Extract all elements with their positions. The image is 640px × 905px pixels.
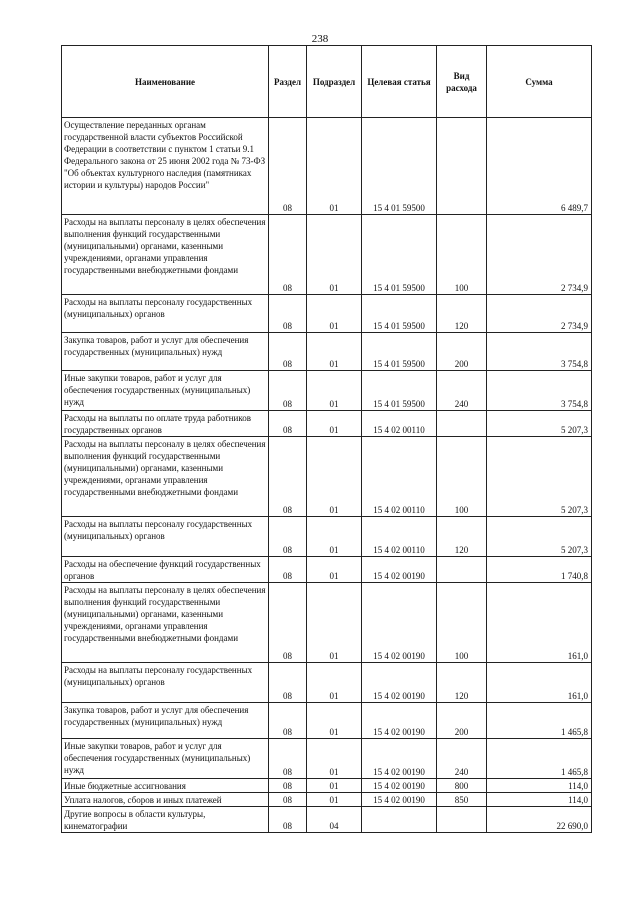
row-name: Расходы на обеспечение функций государственных органов bbox=[62, 557, 269, 583]
row-target: 15 4 02 00190 bbox=[362, 663, 437, 703]
row-name: Расходы на выплаты персоналу государственных (муниципальных) органов bbox=[62, 517, 269, 557]
row-section: 08 bbox=[269, 703, 307, 739]
row-target: 15 4 01 59500 bbox=[362, 215, 437, 295]
row-sum: 5 207,3 bbox=[487, 411, 592, 437]
row-sum: 1 465,8 bbox=[487, 739, 592, 779]
row-kind bbox=[437, 807, 487, 833]
table-row bbox=[62, 557, 592, 583]
row-sum: 161,0 bbox=[487, 583, 592, 663]
row-section: 08 bbox=[269, 215, 307, 295]
row-section: 08 bbox=[269, 411, 307, 437]
row-kind: 120 bbox=[437, 663, 487, 703]
row-kind: 850 bbox=[437, 793, 487, 807]
table-row bbox=[62, 333, 592, 371]
row-target: 15 4 01 59500 bbox=[362, 371, 437, 411]
row-section: 08 bbox=[269, 663, 307, 703]
row-sum: 5 207,3 bbox=[487, 437, 592, 517]
table-row bbox=[62, 517, 592, 557]
row-section: 08 bbox=[269, 793, 307, 807]
row-target: 15 4 02 00110 bbox=[362, 411, 437, 437]
table-row bbox=[62, 779, 592, 793]
row-name: Закупка товаров, работ и услуг для обеспечения государственных (муниципальных) нужд bbox=[62, 703, 269, 739]
row-name: Закупка товаров, работ и услуг для обеспечения государственных (муниципальных) нужд bbox=[62, 333, 269, 371]
row-name: Расходы на выплаты персоналу в целях обеспечения выполнения функций государственными (муниципальными) органами, казенными учреждениями, органами управления государственными внебюджетными фондами bbox=[62, 215, 269, 295]
row-subsection: 01 bbox=[307, 583, 362, 663]
row-subsection: 01 bbox=[307, 411, 362, 437]
row-name: Уплата налогов, сборов и иных платежей bbox=[62, 793, 269, 807]
row-kind: 240 bbox=[437, 739, 487, 779]
row-sum: 2 734,9 bbox=[487, 215, 592, 295]
row-section: 08 bbox=[269, 517, 307, 557]
row-name: Расходы на выплаты персоналу в целях обеспечения выполнения функций государственными (муниципальными) органами, казенными учреждениями, органами управления государственными внебюджетными фондами bbox=[62, 437, 269, 517]
row-name: Расходы на выплаты по оплате труда работников государственных органов bbox=[62, 411, 269, 437]
row-name: Расходы на выплаты персоналу государственных (муниципальных) органов bbox=[62, 663, 269, 703]
row-kind: 800 bbox=[437, 779, 487, 793]
row-sum: 1 740,8 bbox=[487, 557, 592, 583]
row-target bbox=[362, 807, 437, 833]
row-subsection: 01 bbox=[307, 333, 362, 371]
table-row bbox=[62, 411, 592, 437]
row-section: 08 bbox=[269, 437, 307, 517]
row-target: 15 4 01 59500 bbox=[362, 333, 437, 371]
table-row bbox=[62, 807, 592, 833]
row-name: Иные бюджетные ассигнования bbox=[62, 779, 269, 793]
row-subsection: 01 bbox=[307, 703, 362, 739]
row-section: 08 bbox=[269, 739, 307, 779]
row-section: 08 bbox=[269, 779, 307, 793]
row-section: 08 bbox=[269, 371, 307, 411]
row-kind bbox=[437, 557, 487, 583]
row-section: 08 bbox=[269, 583, 307, 663]
row-sum: 6 489,7 bbox=[487, 118, 592, 215]
row-subsection: 01 bbox=[307, 663, 362, 703]
header-subsection: Подраздел bbox=[307, 46, 362, 118]
row-sum: 2 734,9 bbox=[487, 295, 592, 333]
row-subsection: 01 bbox=[307, 371, 362, 411]
table-row bbox=[62, 118, 592, 215]
row-target: 15 4 02 00190 bbox=[362, 793, 437, 807]
row-name: Другие вопросы в области культуры, кинематографии bbox=[62, 807, 269, 833]
row-sum: 1 465,8 bbox=[487, 703, 592, 739]
row-kind bbox=[437, 411, 487, 437]
row-target: 15 4 02 00190 bbox=[362, 739, 437, 779]
row-target: 15 4 01 59500 bbox=[362, 118, 437, 215]
row-name: Иные закупки товаров, работ и услуг для обеспечения государственных (муниципальных) нужд bbox=[62, 371, 269, 411]
row-sum: 5 207,3 bbox=[487, 517, 592, 557]
row-target: 15 4 02 00190 bbox=[362, 557, 437, 583]
row-subsection: 01 bbox=[307, 739, 362, 779]
row-kind: 200 bbox=[437, 333, 487, 371]
row-target: 15 4 02 00190 bbox=[362, 779, 437, 793]
row-target: 15 4 01 59500 bbox=[362, 295, 437, 333]
table-row bbox=[62, 793, 592, 807]
row-section: 08 bbox=[269, 333, 307, 371]
row-kind bbox=[437, 118, 487, 215]
row-name: Иные закупки товаров, работ и услуг для обеспечения государственных (муниципальных) нужд bbox=[62, 739, 269, 779]
row-kind: 100 bbox=[437, 437, 487, 517]
row-target: 15 4 02 00110 bbox=[362, 517, 437, 557]
table-row bbox=[62, 371, 592, 411]
row-kind: 200 bbox=[437, 703, 487, 739]
row-section: 08 bbox=[269, 807, 307, 833]
row-sum: 3 754,8 bbox=[487, 333, 592, 371]
row-kind: 120 bbox=[437, 295, 487, 333]
header-section: Раздел bbox=[269, 46, 307, 118]
header-name: Наименование bbox=[62, 46, 269, 118]
page-number: 238 bbox=[311, 33, 329, 45]
row-name: Расходы на выплаты персоналу в целях обеспечения выполнения функций государственными (муниципальными) органами, казенными учреждениями, органами управления государственными внебюджетными фондами bbox=[62, 583, 269, 663]
table-row bbox=[62, 437, 592, 517]
row-sum: 3 754,8 bbox=[487, 371, 592, 411]
row-target: 15 4 02 00190 bbox=[362, 703, 437, 739]
row-sum: 114,0 bbox=[487, 793, 592, 807]
row-kind: 120 bbox=[437, 517, 487, 557]
row-kind: 100 bbox=[437, 215, 487, 295]
row-subsection: 01 bbox=[307, 118, 362, 215]
table-row bbox=[62, 703, 592, 739]
row-target: 15 4 02 00190 bbox=[362, 583, 437, 663]
row-subsection: 01 bbox=[307, 557, 362, 583]
budget-table bbox=[61, 45, 592, 833]
row-subsection: 01 bbox=[307, 793, 362, 807]
row-kind: 100 bbox=[437, 583, 487, 663]
row-sum: 22 690,0 bbox=[487, 807, 592, 833]
row-target: 15 4 02 00110 bbox=[362, 437, 437, 517]
table-row bbox=[62, 295, 592, 333]
table-row bbox=[62, 663, 592, 703]
row-subsection: 01 bbox=[307, 215, 362, 295]
header-kind: Вид расхода bbox=[437, 46, 487, 118]
table-row bbox=[62, 739, 592, 779]
row-name: Расходы на выплаты персоналу государственных (муниципальных) органов bbox=[62, 295, 269, 333]
header-target: Целевая статья bbox=[362, 46, 437, 118]
row-sum: 161,0 bbox=[487, 663, 592, 703]
table-row bbox=[62, 215, 592, 295]
table-header-row bbox=[62, 46, 592, 118]
row-subsection: 01 bbox=[307, 295, 362, 333]
row-section: 08 bbox=[269, 118, 307, 215]
table-row bbox=[62, 583, 592, 663]
row-subsection: 01 bbox=[307, 437, 362, 517]
row-section: 08 bbox=[269, 557, 307, 583]
row-subsection: 04 bbox=[307, 807, 362, 833]
row-subsection: 01 bbox=[307, 779, 362, 793]
row-name: Осуществление переданных органам государственной власти субъектов Российской Федерации в соответствии с пунктом 1 статьи 9.1 Федерального закона от 25 июня 2002 года № 73-ФЗ "Об объектах культурного наследия (памятниках истории и культуры) народов России" bbox=[62, 118, 269, 215]
row-sum: 114,0 bbox=[487, 779, 592, 793]
row-section: 08 bbox=[269, 295, 307, 333]
row-kind: 240 bbox=[437, 371, 487, 411]
header-sum: Сумма bbox=[487, 46, 592, 118]
row-subsection: 01 bbox=[307, 517, 362, 557]
